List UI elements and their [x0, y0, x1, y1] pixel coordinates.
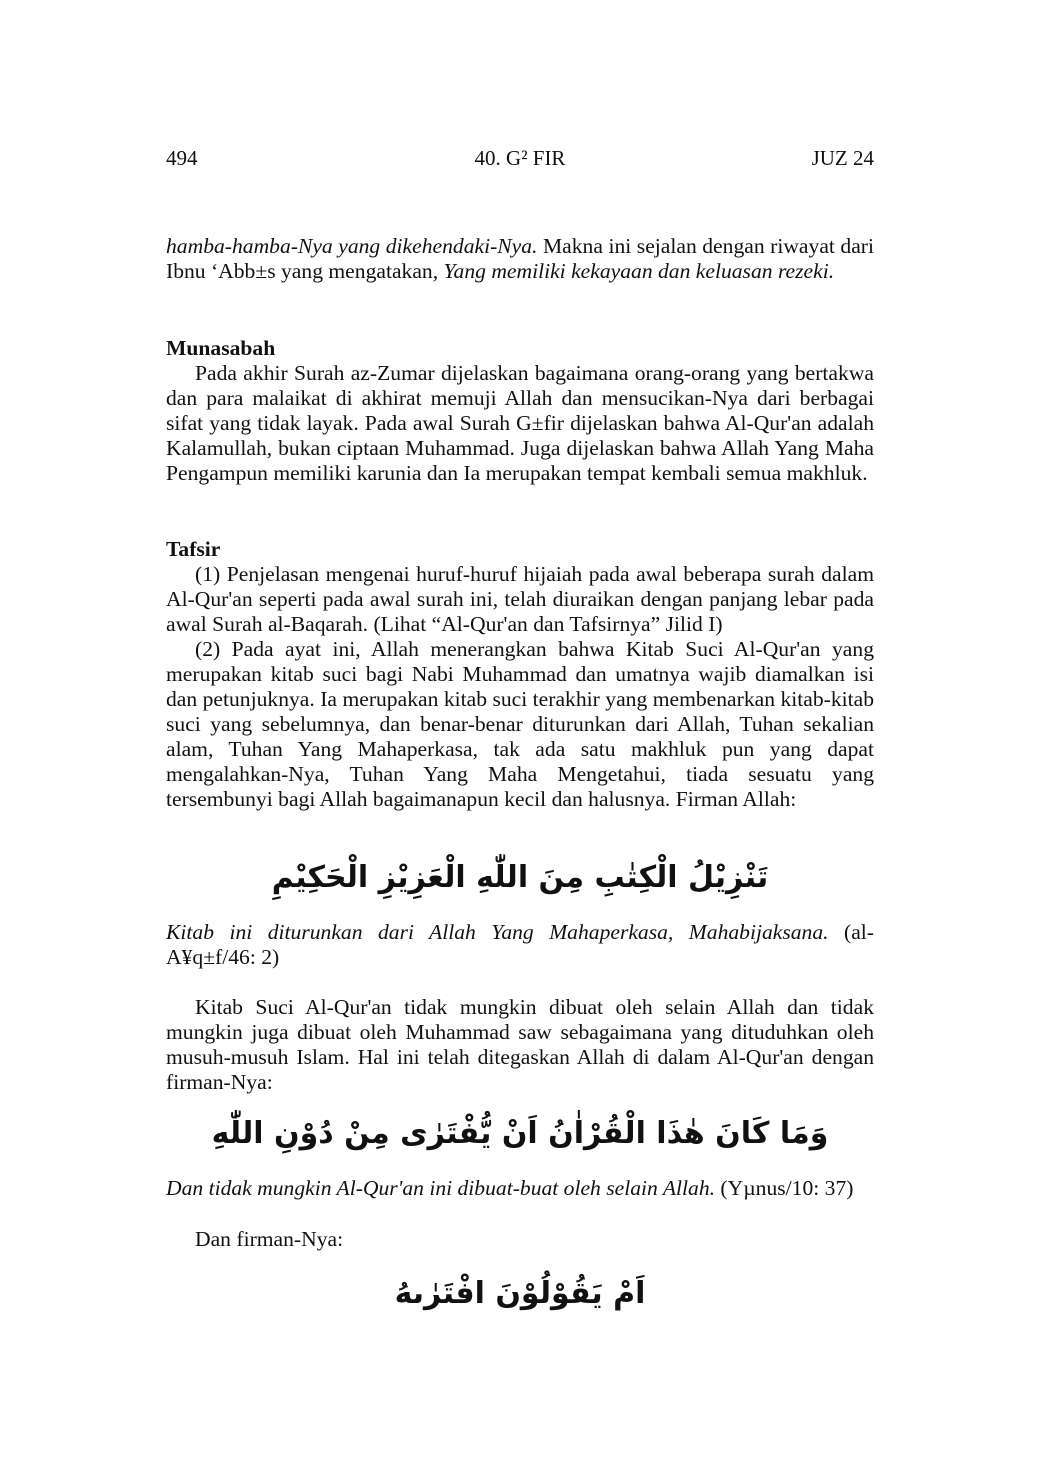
- verse-1-translation: [166, 920, 874, 970]
- tafsir-section: [166, 562, 874, 812]
- tafsir-heading: Tafsir: [166, 537, 221, 561]
- chapter-title: 40. G² FIR: [474, 146, 566, 170]
- page-number: 494: [166, 146, 198, 170]
- verse-1-reference: (al-A¥q±f/46: 2): [166, 920, 874, 969]
- verse-1-translation-text: Kitab ini diturunkan dari Allah Yang Mahaperkasa, Mahabijaksana.: [166, 920, 829, 944]
- intro-text: Makna ini sejalan dengan riwayat dari Ibnu ‘Abb±s yang mengatakan,: [166, 234, 874, 283]
- verse-2-translation: [166, 1176, 874, 1201]
- munasabah-heading: Munasabah: [166, 336, 276, 360]
- munasabah-text: Pada akhir Surah az-Zumar dijelaskan bagaimana orang-orang yang bertakwa dan para malaikat di akhirat memuji Allah dan mensucikan-Nya dari berbagai sifat yang tidak layak. Pada awal Surah G±fir dijelaskan bahwa Al-Qur'an adalah Kalamullah, bukan ciptaan Muhammad. Juga dijelaskan bahwa Allah Yang Maha Pengampun memiliki karunia dan Ia merupakan tempat kembali semua makhluk.: [166, 361, 874, 485]
- paragraph-4: [166, 1227, 874, 1252]
- intro-italic-2: Yang memiliki kekayaan dan keluasan rezeki.: [443, 259, 835, 283]
- tafsir-paragraph-2: (2) Pada ayat ini, Allah menerangkan bahwa Kitab Suci Al-Qur'an yang merupakan kitab suci bagi Nabi Muhammad dan umatnya wajib diamalkan isi dan petunjuknya. Ia merupakan kitab suci terakhir yang membenarkan kitab-kitab suci yang sebelumnya, dan benar-benar diturunkan dari Allah, Tuhan sekalian alam, Tuhan Yang Mahaperkasa, tak ada satu makhluk pun yang dapat mengalahkan-Nya, Tuhan Yang Maha Mengetahui, tiada sesuatu yang tersembunyi bagi Allah bagaimanapun kecil dan halusnya. Firman Allah:: [166, 637, 874, 811]
- page-header: [166, 146, 874, 174]
- verse-2-reference: (Yµnus/10: 37): [715, 1176, 854, 1200]
- intro-paragraph: [166, 234, 874, 284]
- intro-italic-1: hamba-hamba-Nya yang dikehendaki-Nya.: [166, 234, 538, 258]
- arabic-verse-2: وَمَا كَانَ هٰذَا الْقُرْاٰنُ اَنْ يُّفْتَرٰى مِنْ دُوْنِ اللّٰهِ: [211, 1116, 829, 1151]
- verse-2-translation-text: Dan tidak mungkin Al-Qur'an ini dibuat-buat oleh selain Allah.: [166, 1176, 716, 1200]
- paragraph-3: [166, 995, 874, 1095]
- paragraph-3-text: Kitab Suci Al-Qur'an tidak mungkin dibuat oleh selain Allah dan tidak mungkin juga dibuat oleh Muhammad saw sebagaimana yang dituduhkan oleh musuh-musuh Islam. Hal ini telah ditegaskan Allah di dalam Al-Qur'an dengan firman-Nya:: [166, 995, 874, 1094]
- paragraph-4-text: Dan firman-Nya:: [195, 1227, 344, 1251]
- munasabah-paragraph: [166, 361, 874, 486]
- tafsir-paragraph-1: (1) Penjelasan mengenai huruf-huruf hijaiah pada awal beberapa surah dalam Al-Qur'an seperti pada awal surah ini, telah diuraikan dengan panjang lebar pada awal Surah al-Baqarah. (Lihat “Al-Qur'an dan Tafsirnya” Jilid I): [166, 562, 874, 636]
- arabic-verse-3: اَمْ يَقُوْلُوْنَ افْتَرٰىهُ: [394, 1276, 646, 1311]
- arabic-verse-1: تَنْزِيْلُ الْكِتٰبِ مِنَ اللّٰهِ الْعَزِيْزِ الْحَكِيْمِ: [271, 860, 769, 895]
- juz-label: JUZ 24: [811, 146, 874, 170]
